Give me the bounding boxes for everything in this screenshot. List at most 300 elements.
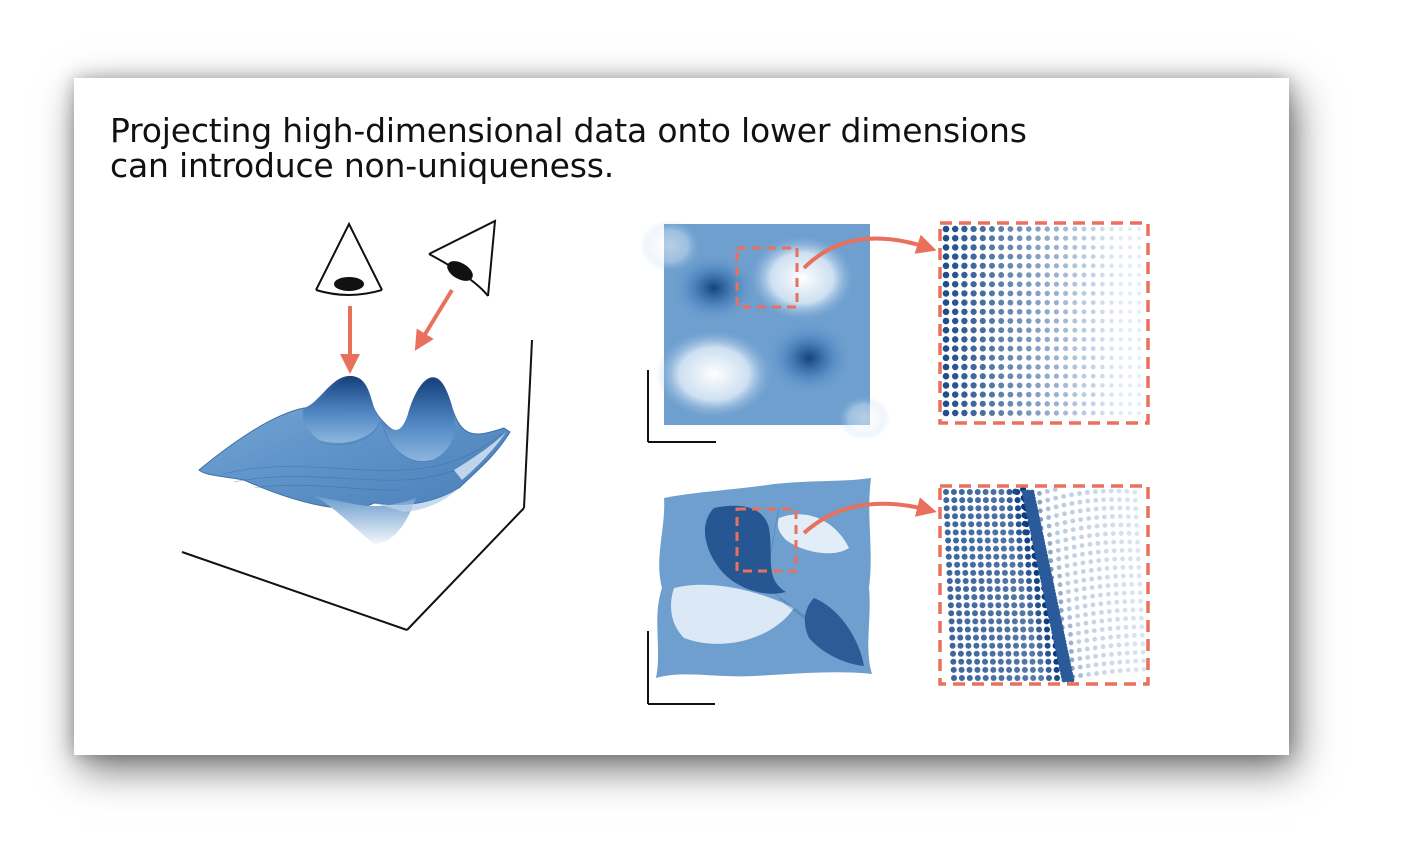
dot [956, 610, 962, 616]
dot [1091, 374, 1096, 379]
dot [980, 401, 986, 407]
dot [1008, 300, 1014, 306]
dot [1045, 226, 1050, 231]
dot [1008, 401, 1014, 407]
dot [1005, 643, 1011, 649]
dot [1138, 590, 1143, 595]
dot [952, 327, 958, 333]
dot [949, 627, 955, 633]
dot [998, 355, 1004, 361]
dot [1090, 594, 1095, 599]
dot [989, 226, 995, 232]
dot [1093, 654, 1098, 659]
dot [1069, 641, 1074, 646]
dot [1119, 291, 1123, 295]
dot [1005, 635, 1011, 641]
dot [1054, 328, 1059, 333]
dot [1141, 658, 1146, 663]
dot [943, 401, 950, 408]
dot [989, 635, 995, 641]
dot [988, 618, 994, 624]
dot [992, 529, 998, 535]
dot [1137, 282, 1141, 286]
dot [1141, 650, 1146, 655]
dot [1004, 627, 1010, 633]
dot [989, 643, 995, 649]
dot [1007, 497, 1013, 503]
dot [1078, 509, 1083, 514]
dot [1082, 328, 1087, 333]
dot [1072, 300, 1077, 305]
dot [1139, 607, 1144, 612]
title-line-1: Projecting high-dimensional data onto lower dimensions [110, 111, 1027, 150]
dot [1022, 521, 1028, 527]
dot [1091, 611, 1096, 616]
dot [1072, 245, 1077, 250]
dot [1100, 392, 1105, 397]
dot [970, 244, 976, 250]
dot [998, 290, 1004, 296]
dot [1091, 291, 1096, 296]
dot [1001, 546, 1007, 552]
dot [1008, 254, 1014, 260]
dot [952, 521, 958, 527]
dot [1002, 562, 1008, 568]
dot [1131, 616, 1136, 621]
dot [1007, 513, 1013, 519]
dot [1036, 618, 1042, 624]
dot [989, 327, 995, 333]
dot [989, 410, 995, 416]
dot [952, 355, 958, 361]
dot [980, 610, 986, 616]
dot [1008, 373, 1014, 379]
dot [1126, 514, 1131, 519]
dot [1100, 401, 1105, 406]
dot [1102, 670, 1107, 675]
dot [1068, 632, 1073, 637]
dot [1142, 667, 1147, 672]
dot [1035, 300, 1040, 305]
dot [1100, 328, 1105, 333]
dot [1045, 254, 1050, 259]
dot [1046, 675, 1052, 681]
dot [952, 309, 958, 315]
dot [1119, 356, 1123, 360]
dot [1008, 521, 1014, 527]
dot [1054, 254, 1059, 259]
dot [1035, 392, 1040, 397]
dot [989, 263, 995, 269]
dot [1093, 498, 1098, 503]
dot [1061, 494, 1066, 499]
dot [1109, 227, 1114, 232]
dot [1012, 489, 1018, 495]
dot [1084, 638, 1089, 643]
dot [943, 373, 950, 380]
dot [969, 546, 975, 552]
zoom-panel-top [940, 223, 1148, 423]
dot [1035, 410, 1040, 415]
dot [1082, 401, 1087, 406]
dot [995, 594, 1001, 600]
dot [1082, 291, 1087, 296]
dot [989, 627, 995, 633]
dot [998, 254, 1004, 260]
dot [1133, 490, 1138, 495]
dot [1070, 510, 1075, 515]
dot [998, 489, 1004, 495]
dot [999, 675, 1005, 681]
dot [1045, 410, 1050, 415]
dot [1082, 392, 1087, 397]
dot [1096, 550, 1101, 555]
dot [1035, 309, 1040, 314]
dot [1112, 557, 1117, 562]
dot [1027, 594, 1033, 600]
dot [1117, 643, 1122, 648]
dot [1119, 328, 1123, 332]
dot [1077, 491, 1082, 496]
dot [1101, 653, 1106, 658]
dot [1022, 675, 1028, 681]
dot [1134, 515, 1139, 520]
dot [998, 318, 1004, 324]
dot [943, 253, 950, 260]
dot [1082, 595, 1087, 600]
dot [1064, 546, 1069, 551]
dot [1072, 401, 1077, 406]
dot [1100, 383, 1105, 388]
dot [1076, 631, 1081, 636]
dot [943, 364, 950, 371]
dot [1026, 337, 1032, 343]
dot [1008, 281, 1014, 287]
dot [1140, 641, 1145, 646]
dot [1137, 319, 1141, 323]
dot [1044, 618, 1050, 624]
dot [1091, 319, 1096, 324]
dot [1128, 254, 1132, 258]
dot [1067, 606, 1072, 611]
dot [987, 586, 993, 592]
dot [991, 675, 997, 681]
dot [943, 382, 950, 389]
dot [1119, 392, 1123, 396]
dot [1103, 540, 1108, 545]
dot [1082, 586, 1087, 591]
dot [1063, 282, 1068, 287]
dot [1128, 300, 1132, 304]
dot [1017, 272, 1023, 278]
dot [984, 513, 990, 519]
dot [980, 309, 986, 315]
dot [1119, 300, 1123, 304]
dot [1038, 667, 1044, 673]
dot [1119, 254, 1123, 258]
dot [998, 410, 1004, 416]
dot [1109, 236, 1114, 241]
dot [961, 281, 967, 287]
dot [1109, 374, 1114, 379]
dot [1093, 489, 1098, 494]
dot [993, 546, 999, 552]
dot [1072, 291, 1077, 296]
dot [1095, 524, 1100, 529]
dot [954, 554, 960, 560]
dot [1129, 582, 1134, 587]
dot [989, 244, 995, 250]
dot [943, 327, 950, 334]
dot [1028, 627, 1034, 633]
dot [1071, 536, 1076, 541]
dot [1137, 393, 1141, 397]
dot [1119, 319, 1123, 323]
dot [976, 513, 982, 519]
dot [943, 497, 949, 503]
dot [1128, 383, 1132, 387]
dot [1034, 586, 1040, 592]
dot [1045, 337, 1050, 342]
dot [1091, 602, 1096, 607]
dot [1063, 529, 1068, 534]
dot [952, 505, 958, 511]
dot [1054, 236, 1059, 241]
dot [1082, 319, 1087, 324]
dot [1100, 291, 1105, 296]
dot [1017, 355, 1023, 361]
dot [1119, 264, 1123, 268]
dot [1016, 538, 1022, 544]
dot [1082, 236, 1087, 241]
dot [1035, 401, 1040, 406]
dot [1026, 309, 1032, 315]
dot [955, 586, 961, 592]
dot [1075, 614, 1080, 619]
dot [1013, 651, 1019, 657]
dot [1103, 523, 1108, 528]
dot [1074, 579, 1079, 584]
dot [1021, 643, 1027, 649]
dot [998, 300, 1004, 306]
dot [998, 244, 1004, 250]
dot [1054, 675, 1060, 681]
dot [1082, 309, 1087, 314]
dot [943, 318, 950, 325]
dot [961, 272, 967, 278]
dot [1008, 309, 1014, 315]
dot [1022, 667, 1028, 673]
dot [952, 272, 958, 278]
dot [1070, 519, 1075, 524]
dot [1085, 499, 1090, 504]
dot [1098, 584, 1103, 589]
dot [999, 497, 1005, 503]
dot [1119, 374, 1123, 378]
dot [1021, 651, 1027, 657]
dot [1090, 585, 1095, 590]
dot [977, 546, 983, 552]
dot [1094, 515, 1099, 520]
dot [1035, 281, 1040, 286]
dot [1125, 506, 1130, 511]
dot [944, 505, 950, 511]
dot [967, 675, 973, 681]
dot [1020, 627, 1026, 633]
dot [980, 235, 986, 241]
dot [1119, 282, 1123, 286]
dot [1006, 675, 1012, 681]
dot [964, 602, 970, 608]
dot [1054, 401, 1059, 406]
projection-panel-bottom [656, 478, 872, 678]
dot [1109, 356, 1114, 361]
dot [1035, 373, 1040, 378]
dot [1091, 282, 1096, 287]
dot [965, 627, 971, 633]
dot [1127, 531, 1132, 536]
dot [952, 290, 958, 296]
dot [1137, 402, 1141, 406]
dot [961, 299, 967, 305]
dot [1073, 571, 1078, 576]
dot [1008, 346, 1014, 352]
dot [1135, 540, 1140, 545]
dot [1020, 618, 1026, 624]
dot [1137, 236, 1141, 240]
dot [1082, 245, 1087, 250]
dot [970, 355, 976, 361]
dot [1001, 538, 1007, 544]
dot [998, 263, 1004, 269]
dot [980, 336, 986, 342]
dot [1091, 401, 1096, 406]
dot [980, 364, 986, 370]
dot [1008, 355, 1014, 361]
dot [1128, 328, 1132, 332]
dot [1045, 300, 1050, 305]
dot [961, 546, 967, 552]
dot [1082, 337, 1087, 342]
dot [1119, 540, 1124, 545]
dot [1014, 675, 1020, 681]
dot [1035, 318, 1040, 323]
dot [1119, 236, 1123, 240]
dot [1010, 578, 1016, 584]
dot [1114, 591, 1119, 596]
dot [959, 675, 965, 681]
dot [960, 513, 966, 519]
dot [1026, 570, 1032, 576]
dot [957, 627, 963, 633]
dot [1072, 374, 1077, 379]
dot [980, 318, 986, 324]
dot [1109, 264, 1114, 269]
dot [952, 263, 958, 269]
dot [988, 602, 994, 608]
dot [1026, 245, 1032, 251]
dot [1089, 568, 1094, 573]
dot [1109, 346, 1114, 351]
dot [1137, 273, 1141, 277]
dot [1045, 374, 1050, 379]
dot [1128, 291, 1132, 295]
dot [1054, 364, 1059, 369]
dot [1098, 593, 1103, 598]
dot [1035, 383, 1040, 388]
dot [1125, 497, 1130, 502]
dot [1054, 513, 1059, 518]
dot [1008, 529, 1014, 535]
dot [1108, 626, 1113, 631]
dot [1014, 659, 1020, 665]
dot [1072, 365, 1077, 370]
dot [1070, 678, 1075, 683]
dot [952, 281, 958, 287]
dot [1017, 263, 1023, 269]
dot [1026, 318, 1032, 324]
dot [1019, 594, 1025, 600]
dot [943, 299, 950, 306]
dot [1026, 364, 1032, 370]
dot [961, 538, 967, 544]
dot [1009, 546, 1015, 552]
dot [1130, 599, 1135, 604]
dot [1035, 254, 1040, 259]
dot [1136, 565, 1141, 570]
dot [1008, 226, 1014, 232]
dot [989, 300, 995, 306]
dot [1058, 591, 1063, 596]
dot [1045, 489, 1050, 494]
dot [952, 299, 958, 305]
dot [1026, 300, 1032, 306]
dot [1109, 411, 1114, 416]
dot [1102, 515, 1107, 520]
dot [1082, 346, 1087, 351]
dot [1066, 598, 1071, 603]
dot [990, 659, 996, 665]
dot [1099, 601, 1104, 606]
dot [1097, 576, 1102, 581]
dot [992, 521, 998, 527]
dot [1026, 373, 1032, 379]
dot [1080, 552, 1085, 557]
dot [952, 336, 958, 342]
dot [996, 610, 1002, 616]
dot [998, 373, 1004, 379]
dot [1137, 582, 1142, 587]
dot [1091, 254, 1096, 259]
dot [1035, 263, 1040, 268]
dot [1082, 263, 1087, 268]
dot [1017, 254, 1023, 260]
dot [969, 529, 975, 535]
dot [1036, 635, 1042, 641]
dot [1102, 506, 1107, 511]
title-line-2: can introduce non-uniqueness. [110, 146, 615, 185]
dot [952, 382, 958, 388]
dot [1109, 282, 1114, 287]
dot [1068, 624, 1073, 629]
dot [971, 594, 977, 600]
dot [1089, 577, 1094, 582]
dot [980, 373, 986, 379]
dot [1054, 282, 1059, 287]
dot [1008, 291, 1014, 297]
dot [1137, 227, 1141, 231]
dot [1072, 227, 1077, 232]
